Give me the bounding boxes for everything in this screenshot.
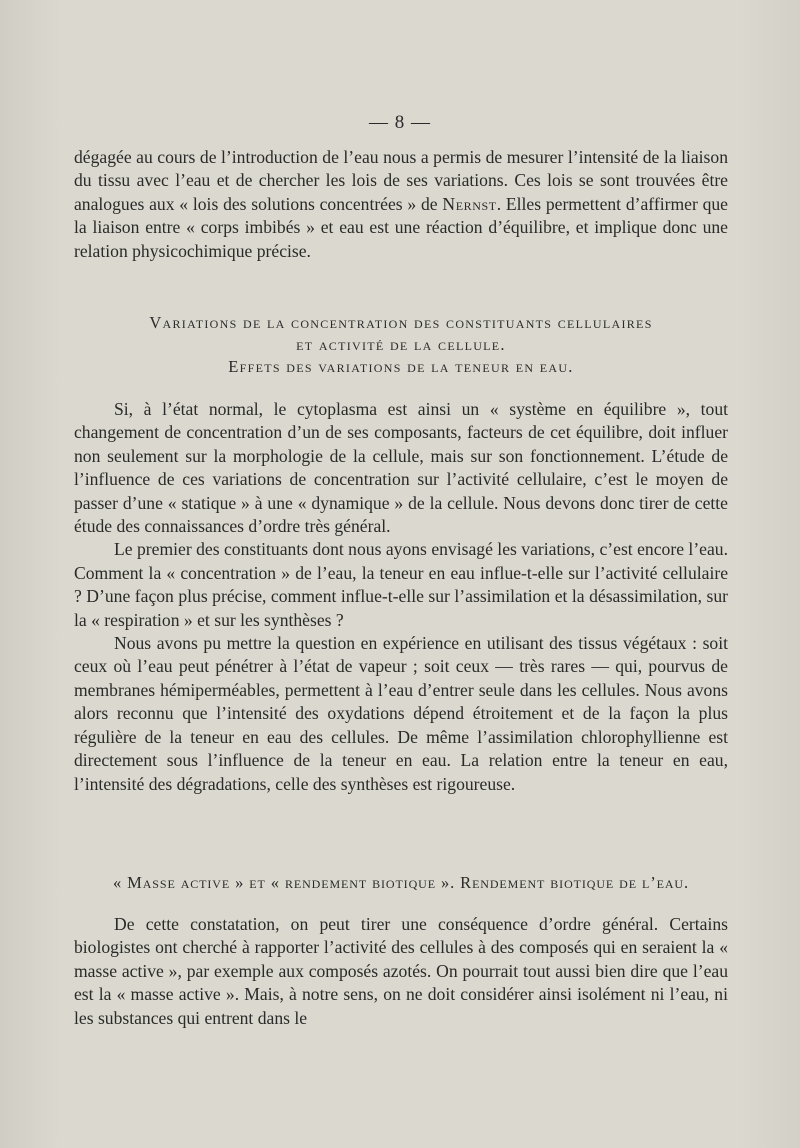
body-paragraph: De cette constatation, on peut tirer une conséquence d’ordre général. Certains biologistes ont cherché à rapporter l’activité des cellules à des composés qui en seraient la « masse active », par exemple aux composés azotés. On pourrait tout aussi bien dire que l’eau est la « masse active ». Mais, à notre sens, on ne doit considérer ainsi isolément ni l’eau, ni les substances qui entrent dans le [74, 914, 728, 1028]
body-paragraph: Si, à l’état normal, le cytoplasma est ainsi un « système en équilibre », tout changement de concentration d’un de ses composants, facteurs de cet équilibre, doit influer non seulement sur la morphologie de la cellule, mais sur son fonctionnement. L’étude de l’influence de ces variations de concentration sur l’activité cellulaire, c’est le moyen de passer d’une « statique » à une « dynamique » de la cellule. Nous devons donc tirer de cette étude des connaissances d’ordre très général. [74, 399, 728, 537]
intro-text: dégagée au cours de l’introduction de l’eau nous a permis de mesurer l’intensité de la liaison du tissu avec l’eau et de chercher les lois de ses variations. Ces lois se sont trouvées être analogues aux « lois des solutions concentrées » de [74, 147, 728, 214]
heading-line: « Masse active » et « rendement biotique ». Rendement biotique de l’eau. [113, 873, 689, 892]
heading-line: et activité de la cellule. [296, 335, 506, 354]
body-paragraph: Nous avons pu mettre la question en expérience en utilisant des tissus végétaux : soit ceux où l’eau peut pénétrer à l’état de vapeur ; soit ceux — très rares — qui, pourvus de membranes hémiperméables, permettent à l’eau d’entrer seule dans les cellules. Nous avons alors reconnu que l’intensité des oxydations dépend étroitement et de la façon la plus régulière de la teneur en eau des cellules. De même l’assimilation chlorophyllienne est directement sous l’influence de la teneur en eau. La relation entre la teneur en eau, l’intensité des dégradations, celle des synthèses est rigoureuse. [74, 633, 728, 794]
section-heading-variations [74, 312, 728, 378]
body-paragraph: Le premier des constituants dont nous ayons envisagé les variations, c’est encore l’eau. Comment la « concentration » de l’eau, la teneur en eau influe-t-elle sur l’activité cellulaire ? D’une façon plus précise, comment influe-t-elle sur l’assimilation et la désassimilation, sur la « respiration » et sur les synthèses ? [74, 539, 728, 630]
author-name: Nernst [442, 193, 497, 214]
intro-paragraph [74, 146, 728, 263]
heading-line: Variations de la concentration des constituants cellulaires [149, 313, 653, 332]
page-number: — 8 — [369, 112, 431, 133]
section-heading-masse-active [74, 872, 728, 894]
intro-text-end: . Elles permettent d’affirmer que la liaison entre « corps imbibés » et eau est une réaction d’équilibre, et implique donc une relation physicochimique précise. [74, 193, 728, 261]
heading-line: Effets des variations de la teneur en eau. [228, 357, 574, 376]
section-body-masse-active [74, 913, 728, 1030]
intro-block [74, 146, 728, 263]
section-body-variations [74, 398, 728, 796]
